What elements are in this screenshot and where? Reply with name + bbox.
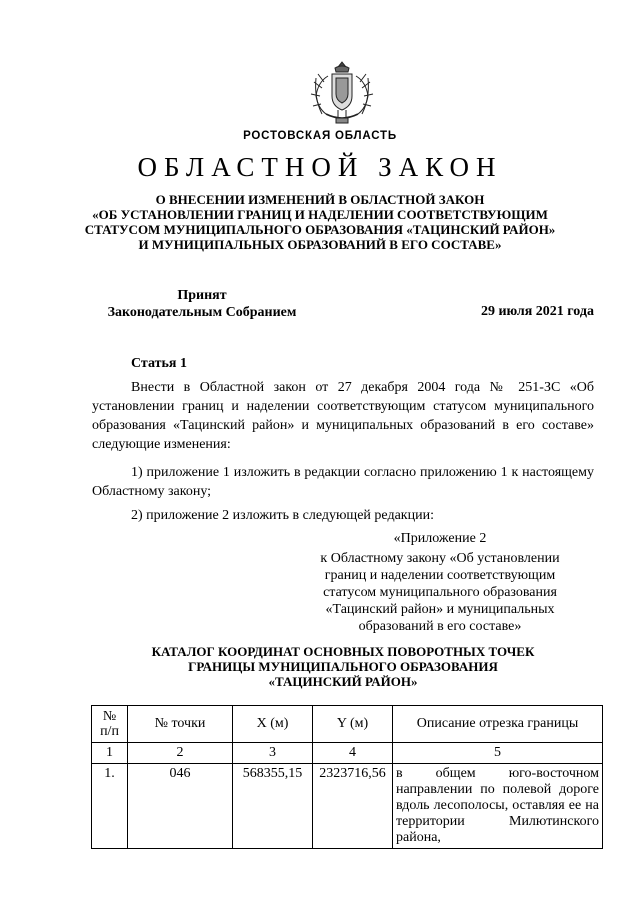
- table-row: [92, 764, 603, 849]
- subtitle-line: О ВНЕСЕНИИ ИЗМЕНЕНИЙ В ОБЛАСТНОЙ ЗАКОН: [155, 192, 485, 207]
- adopted-by: Законодательным Собранием: [107, 305, 297, 320]
- catalog-title: [92, 644, 594, 689]
- column-header: X (м): [233, 706, 313, 743]
- x-coordinate: 568355,15: [233, 764, 313, 849]
- article-paragraph: 2) приложение 2 изложить в следующей редакции:: [131, 508, 434, 523]
- point-number: 046: [128, 764, 233, 849]
- subtitle-line: СТАТУСОМ МУНИЦИПАЛЬНОГО ОБРАЗОВАНИЯ «ТАЦИНСКИЙ РАЙОН»: [84, 222, 556, 237]
- column-numbering-row: [92, 743, 603, 764]
- column-header: Y (м): [313, 706, 393, 743]
- appendix-reference: к Областному закону «Об установлении границ и наделении соответствующим статусом муниципального образования «Тацинский район» и муниципальных образований в его составе»: [320, 551, 560, 634]
- column-header-line: п/п: [100, 724, 119, 739]
- row-number: 1.: [92, 764, 128, 849]
- article-title: Статья 1: [131, 356, 187, 371]
- law-subtitle: [60, 192, 580, 252]
- subtitle-line: И МУНИЦИПАЛЬНЫХ ОБРАЗОВАНИЙ В ЕГО СОСТАВЕ»: [138, 237, 502, 252]
- adoption-block: [92, 287, 312, 321]
- article-paragraph: Внести в Областной закон от 27 декабря 2004 года № 251-ЗС «Об установлении границ и наделении соответствующим статусом муниципального образования «Тацинский район» и муниципальных образований в его составе» следующие изменения:: [92, 380, 594, 452]
- catalog-title-line: ГРАНИЦЫ МУНИЦИПАЛЬНОГО ОБРАЗОВАНИЯ: [188, 659, 498, 674]
- coordinates-table: [91, 705, 603, 849]
- subtitle-line: «ОБ УСТАНОВЛЕНИИ ГРАНИЦ И НАДЕЛЕНИИ СООТВЕТСТВУЮЩИМ: [92, 207, 548, 222]
- law-title: ОБЛАСТНОЙ ЗАКОН: [137, 152, 503, 182]
- column-header: [92, 706, 128, 743]
- column-number: 4: [313, 743, 393, 764]
- column-number: 2: [128, 743, 233, 764]
- segment-description: в общем юго-восточном направлении по полевой дороге вдоль лесополосы, оставляя ее на территории Милютинского района,: [393, 764, 603, 849]
- column-header-line: №: [102, 709, 117, 724]
- catalog-title-line: КАТАЛОГ КООРДИНАТ ОСНОВНЫХ ПОВОРОТНЫХ ТОЧЕК: [151, 644, 535, 659]
- column-number: 5: [393, 743, 603, 764]
- adoption-date: 29 июля 2021 года: [480, 304, 594, 319]
- y-coordinate: 2323716,56: [313, 764, 393, 849]
- table-header-row: [92, 706, 603, 743]
- article-paragraph: 1) приложение 1 изложить в редакции согласно приложению 1 к настоящему Областному закону;: [92, 465, 594, 499]
- catalog-title-line: «ТАЦИНСКИЙ РАЙОН»: [268, 674, 418, 689]
- column-header: № точки: [128, 706, 233, 743]
- column-number: 3: [233, 743, 313, 764]
- appendix-heading: «Приложение 2: [393, 531, 487, 546]
- adopted-label: Принят: [177, 288, 227, 303]
- column-number: 1: [92, 743, 128, 764]
- region-name: РОСТОВСКАЯ ОБЛАСТЬ: [243, 130, 397, 142]
- column-header: Описание отрезка границы: [393, 706, 603, 743]
- coat-of-arms-emblem: [302, 58, 382, 126]
